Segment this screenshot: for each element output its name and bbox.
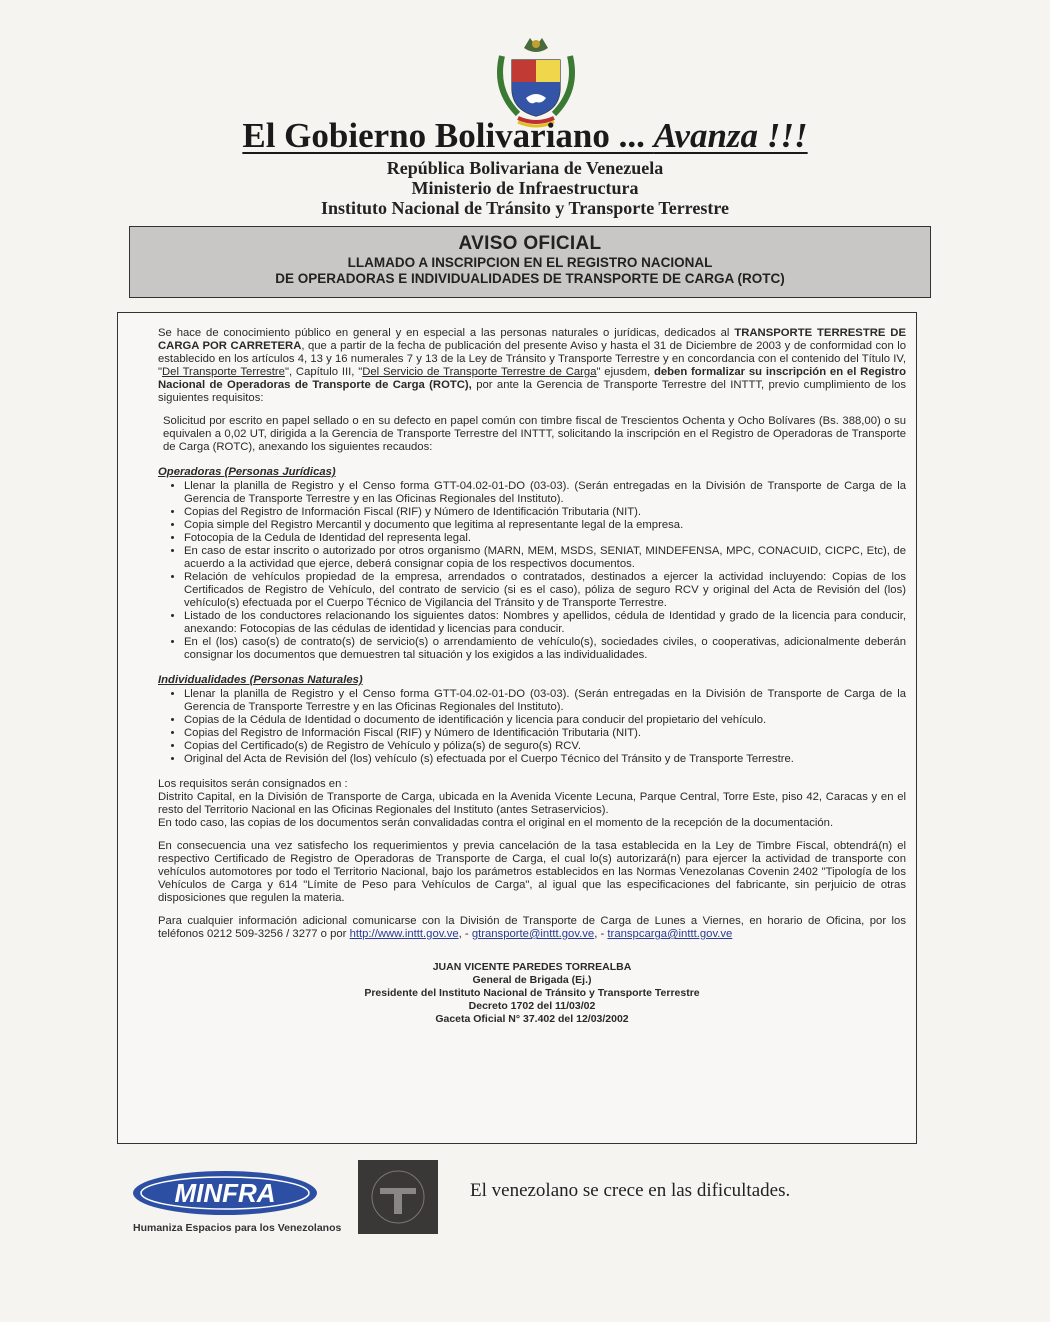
- title-box: [129, 226, 931, 298]
- list-item: • Original del Acta de Revisión del (los) vehículo (s) efectuada por el Cuerpo Técnico del Tránsito y de Transporte Terrestre.: [184, 753, 906, 766]
- list-item: • Copias del Registro de Información Fiscal (RIF) y Número de Identificación Tributaria (NIT).: [184, 727, 906, 740]
- list-item: • Fotocopia de la Cedula de Identidad del representa legal.: [184, 532, 906, 545]
- website-link[interactable]: http://www.inttt.gov.ve: [349, 928, 459, 940]
- list-item: • Relación de vehículos propiedad de la empresa, arrendados o contratados, destinados a ejercer la actividad incluyendo: Copias de los Certificados de Registro de Vehículo, del contrato de servicio (si es el caso), póliza de seguro RCV y original del Acta de Revisión del (los) vehículo(s) efectuada por el Cuerpo Técnico de Vigilancia del Tránsito y de Transporte Terrestre.: [184, 571, 906, 610]
- signatory-rank: General de Brigada (Ej.): [472, 974, 592, 986]
- list-item: • Copia simple del Registro Mercantil y documento que legitima al representante legal de la empresa.: [184, 519, 906, 532]
- operadoras-list: [158, 480, 906, 662]
- svg-text:MINFRA: MINFRA: [174, 1178, 276, 1208]
- notice-content: [158, 327, 906, 1026]
- country-name: República Bolivariana de Venezuela: [386, 158, 664, 178]
- operadoras-title: Operadoras (Personas Jurídicas): [158, 466, 336, 478]
- email-link-transpcarga[interactable]: transpcarga@inttt.gov.ve: [607, 928, 733, 940]
- notice-title: AVISO OFICIAL: [458, 233, 602, 254]
- consecuencia-paragraph: En consecuencia una vez satisfecho los requerimientos y previa cancelación de la tasa establecida en la Ley de Timbre Fiscal, obtendrá(n) el respectivo Certificado de Registro de Operadoras de Transporte de Carga, el cual lo(s) autorizará(n) para ejercer la actividad de transporte con vehículos automotores por todo el Territorio Nacional, bajo los parámetros establecidos en las Normas Venezolanas Covenin 2402 "Tipología de los Vehículos de Carga y 614 "Límite de Peso para Vehículos de Carga", al igual que las especificaciones del fabricante, sin perjuicio de otras disposiciones que regulen la materia.: [158, 840, 906, 904]
- email-link-gtransporte[interactable]: gtransporte@inttt.gov.ve: [471, 928, 595, 940]
- notice-subtitle-1: LLAMADO A INSCRIPCION EN EL REGISTRO NACIONAL: [347, 255, 713, 270]
- coat-of-arms-icon: [488, 30, 584, 130]
- headline: [0, 116, 1050, 156]
- list-item: • En el (los) caso(s) de contrato(s) de servicio(s) o arrendamiento de vehículo(s), sociedades civiles, o cooperativas, adicionalmente deberán consignar los documentos que demuestren tal situación y los exigidos a las individualidades.: [184, 636, 906, 662]
- institute-name: Instituto Nacional de Tránsito y Transporte Terrestre: [320, 198, 729, 218]
- headline-italic: Avanza !!!: [653, 116, 808, 155]
- notice-body-box: [117, 312, 917, 1144]
- ministry-name: Ministerio de Infraestructura: [411, 178, 639, 198]
- slogan: El venezolano se crece en las dificultades.: [470, 1180, 791, 1201]
- consignacion-paragraph: Los requisitos serán consignados en : Distrito Capital, en la División de Transporte de Carga, ubicada en la Avenida Vicente Lecuna, Parque Central, Torre Este, piso 42, Caracas y en el resto del Territorio Nacional en las Oficinas Regionales del Instituto (antes Setraservicios). En todo caso, las copias de los documentos serán convalidadas contra el original en el momento de la recepción de la documentación.: [158, 778, 906, 829]
- solicitud-paragraph: Solicitud por escrito en papel sellado o en su defecto en papel común con timbre fiscal de Trescientos Ochenta y Ocho Bolívares (Bs. 388,00) o su equivalen a 0,02 UT, dirigida a la Gerencia de Transporte Terrestre del INTTT, solicitando la inscripción en el Registro de Operadoras de Transporte de Carga (ROTC), anexando los siguientes recaudos:: [163, 415, 906, 453]
- list-item: • Copias del Certificado(s) de Registro de Vehículo y póliza(s) de seguro(s) RCV.: [184, 740, 906, 753]
- minfra-tagline: Humaniza Espacios para los Venezolanos: [133, 1222, 342, 1234]
- list-item: • Listado de los conductores relacionando los siguientes datos: Nombres y apellidos, cédula de Identidad y grado de la licencia para conducir, anexando: Fotocopias de las cédulas de identidad y licencias para conducir.: [184, 610, 906, 636]
- ministry-emblem-icon: [358, 1160, 438, 1234]
- signature-block: [158, 961, 906, 1026]
- contact-paragraph: Para cualquier información adicional comunicarse con la División de Transporte de Carga de Lunes a Viernes, en horario de Oficina, por los teléfonos 0212 509-3256 / 3277 o por http://www.inttt.gov.ve, - gtransporte@inttt.gov.ve, - transpcarga@inttt.gov.ve: [158, 915, 906, 940]
- decree-ref: Decreto 1702 del 11/03/02: [468, 1000, 596, 1012]
- list-item: • Copias del Registro de Información Fiscal (RIF) y Número de Identificación Tributaria (NIT).: [184, 506, 906, 519]
- notice-subtitle-2: DE OPERADORAS E INDIVIDUALIDADES DE TRANSPORTE DE CARGA (ROTC): [275, 271, 785, 286]
- headline-main: El Gobierno Bolivariano ...: [242, 116, 654, 155]
- signatory-name: JUAN VICENTE PAREDES TORREALBA: [432, 961, 632, 973]
- list-item: • Copias de la Cédula de Identidad o documento de identificación y licencia para conducir del propietario del vehículo.: [184, 714, 906, 727]
- individualidades-title: Individualidades (Personas Naturales): [158, 674, 363, 686]
- intro-paragraph: Se hace de conocimiento público en general y en especial a las personas naturales o jurídicas, dedicados al TRANSPORTE TERRESTRE DE CARGA POR CARRETERA, que a partir de la fecha de publicación del presente Aviso y hasta el 31 de Diciembre de 2003 y de conformidad con lo establecido en los artículos 4, 13 y 16 numerales 7 y 13 de la Ley de Tránsito y Transporte Terrestre y en concordancia con el contenido del Título IV, "Del Transporte Terrestre", Capítulo III, "Del Servicio de Transporte Terrestre de Carga" ejusdem, deben formalizar su inscripción en el Registro Nacional de Operadoras de Transporte de Carga (ROTC), por ante la Gerencia de Transporte Terrestre del INTTT, previo cumplimiento de los siguientes requisitos:: [158, 327, 907, 404]
- list-item: • En caso de estar inscrito o autorizado por otros organismo (MARN, MEM, MSDS, SENIAT, MINDEFENSA, MPC, CONACUID, CICPC, Etc), de acuerdo a la actividad que ejerce, deberá consignar copia de los respectivos documentos.: [184, 545, 906, 571]
- gazette-ref: Gaceta Oficial N° 37.402 del 12/03/2002: [435, 1013, 629, 1025]
- list-item: • Llenar la planilla de Registro y el Censo forma GTT-04.02-01-DO (03-03). (Serán entregadas en la División de Transporte de Carga de la Gerencia de Transporte Terrestre y en las Oficinas Regionales del Instituto).: [184, 688, 906, 714]
- signatory-post: Presidente del Instituto Nacional de Tránsito y Transporte Terrestre: [364, 987, 700, 999]
- list-item: • Llenar la planilla de Registro y el Censo forma GTT-04.02-01-DO (03-03). (Serán entregadas en la División de Transporte de Carga de la Gerencia de Transporte Terrestre y en las Oficinas Regionales del Instituto).: [184, 480, 906, 506]
- individualidades-list: [158, 688, 906, 766]
